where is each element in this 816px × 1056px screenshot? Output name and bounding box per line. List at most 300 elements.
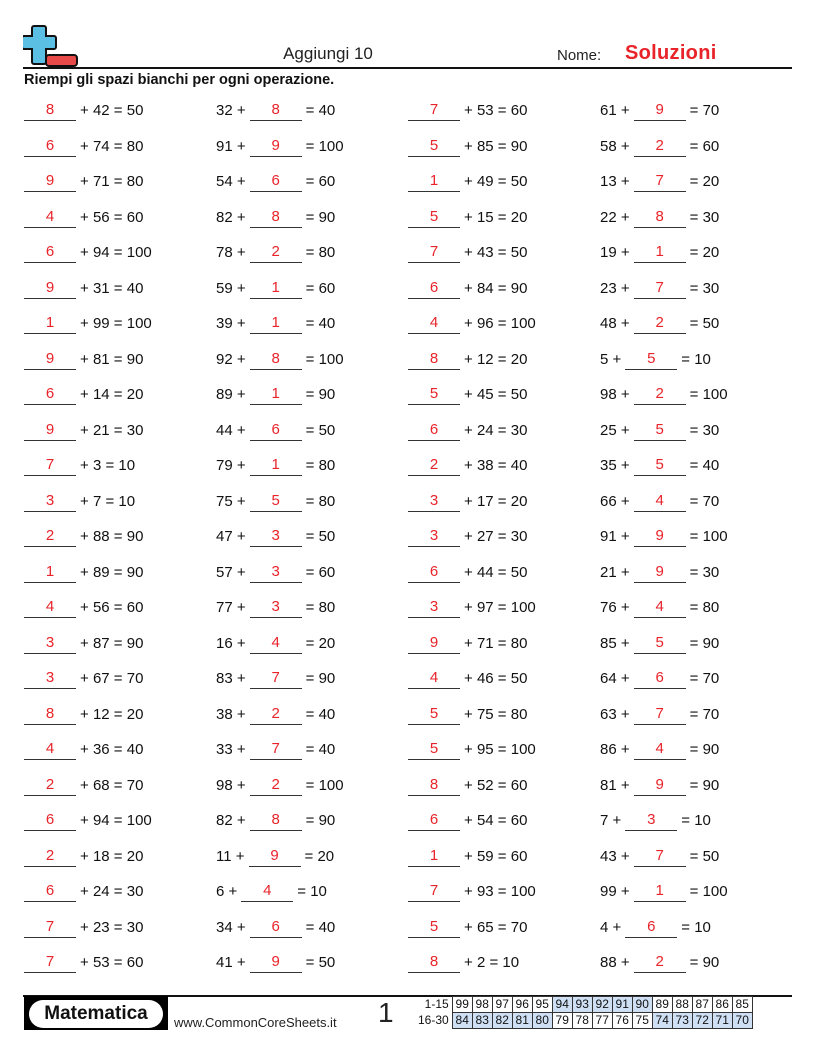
- answer-blank[interactable]: 5: [408, 740, 460, 760]
- addend: 97: [476, 599, 494, 616]
- answer-blank[interactable]: 7: [250, 669, 302, 689]
- equals-sign: =: [493, 670, 511, 687]
- answer-blank[interactable]: 7: [24, 953, 76, 973]
- equals-sign: =: [109, 208, 127, 226]
- addend: 83: [216, 670, 233, 687]
- equals-sign: =: [681, 812, 695, 829]
- answer-blank[interactable]: 6: [24, 811, 76, 831]
- answer-blank[interactable]: 5: [408, 705, 460, 725]
- answer-blank[interactable]: 1: [634, 882, 686, 902]
- answer-blank[interactable]: 6: [408, 563, 460, 583]
- answer-blank[interactable]: 6: [250, 918, 302, 938]
- answer-blank[interactable]: 2: [250, 243, 302, 263]
- answer-blank[interactable]: 1: [408, 172, 460, 192]
- sum: 80: [702, 599, 720, 616]
- plus-sign: +: [80, 208, 93, 226]
- sum: 30: [702, 208, 720, 226]
- answer-blank[interactable]: 9: [24, 350, 76, 370]
- plus-sign: +: [464, 528, 477, 545]
- answer-blank[interactable]: 9: [634, 563, 686, 583]
- plus-sign: +: [232, 492, 246, 510]
- equals-sign: =: [109, 421, 127, 439]
- equals-sign: =: [689, 208, 703, 226]
- plus-sign: +: [80, 350, 93, 368]
- answer-blank[interactable]: 5: [408, 918, 460, 938]
- answer-blank[interactable]: 4: [250, 634, 302, 654]
- plus-sign: +: [464, 102, 477, 119]
- plus-sign: +: [616, 634, 630, 652]
- sum: 50: [510, 670, 528, 687]
- plus-sign: +: [616, 421, 630, 439]
- answer-blank[interactable]: 9: [249, 847, 301, 867]
- problem-item: [216, 809, 335, 831]
- site-url: www.CommonCoreSheets.it: [174, 1015, 337, 1030]
- answer-blank[interactable]: 9: [250, 953, 302, 973]
- answer-blank[interactable]: 8: [408, 350, 460, 370]
- answer-blank[interactable]: 3: [250, 563, 302, 583]
- instructions: Riempi gli spazi bianchi per ogni operazione.: [24, 72, 335, 88]
- addend: 88: [600, 954, 617, 971]
- problem-item: [600, 170, 719, 192]
- sum: 50: [702, 847, 720, 865]
- problem-item: [408, 241, 527, 263]
- sum: 90: [126, 350, 144, 368]
- addend: 13: [600, 173, 617, 190]
- answer-blank[interactable]: 1: [250, 279, 302, 299]
- answer-blank[interactable]: 9: [634, 527, 686, 547]
- name-label: Nome:: [557, 47, 602, 64]
- score-key-cell: 84: [452, 1013, 472, 1029]
- answer-blank[interactable]: 6: [24, 882, 76, 902]
- addend: 94: [92, 812, 110, 829]
- answer-blank[interactable]: 7: [408, 101, 460, 121]
- answer-blank[interactable]: 2: [408, 456, 460, 476]
- answer-blank[interactable]: 5: [408, 208, 460, 228]
- score-key-cell: 96: [512, 997, 532, 1013]
- answer-blank[interactable]: 3: [250, 598, 302, 618]
- sum: 20: [126, 847, 144, 865]
- addend: 67: [92, 670, 110, 687]
- answer-blank[interactable]: 5: [625, 350, 677, 370]
- problem-item: [24, 561, 143, 583]
- addend: 21: [92, 421, 110, 439]
- equals-sign: =: [305, 386, 319, 403]
- answer-blank[interactable]: 6: [634, 669, 686, 689]
- equals-sign: =: [109, 528, 127, 545]
- sum: 50: [510, 173, 528, 190]
- addend: 12: [476, 350, 494, 368]
- answer-blank[interactable]: 3: [24, 634, 76, 654]
- answer-blank[interactable]: 2: [634, 385, 686, 405]
- plus-sign: +: [232, 315, 246, 332]
- answer-blank[interactable]: 6: [408, 421, 460, 441]
- answer-blank[interactable]: 9: [24, 172, 76, 192]
- equals-sign: =: [493, 634, 511, 652]
- plus-sign: +: [80, 492, 93, 510]
- plus-sign: +: [608, 812, 622, 829]
- answer-blank[interactable]: 6: [408, 279, 460, 299]
- addend: 87: [92, 634, 110, 652]
- problem-item: [216, 596, 335, 618]
- answer-blank[interactable]: 7: [634, 172, 686, 192]
- problem-item: [600, 667, 719, 689]
- addend: 86: [600, 741, 617, 758]
- answer-blank[interactable]: 7: [408, 243, 460, 263]
- sum: 50: [126, 102, 144, 119]
- problem-item: [408, 667, 527, 689]
- answer-blank[interactable]: 7: [24, 456, 76, 476]
- score-key-cell: 73: [672, 1013, 692, 1029]
- answer-blank[interactable]: 4: [241, 882, 293, 902]
- plus-sign: +: [80, 776, 93, 794]
- addend: 23: [600, 279, 617, 297]
- equals-sign: =: [305, 634, 319, 652]
- problem-item: [408, 525, 527, 547]
- problem-item: [216, 383, 335, 405]
- answer-blank[interactable]: 3: [250, 527, 302, 547]
- plus-sign: +: [232, 776, 246, 794]
- score-key-range-label: 1-15: [424, 997, 449, 1011]
- addend: 59: [476, 847, 494, 865]
- addend: 85: [600, 634, 617, 652]
- answer-blank[interactable]: 6: [408, 811, 460, 831]
- answer-blank[interactable]: 4: [634, 740, 686, 760]
- plus-sign: +: [616, 563, 630, 581]
- equals-sign: =: [493, 315, 511, 332]
- addend: 96: [476, 315, 494, 332]
- plus-sign: +: [616, 244, 630, 261]
- answer-blank[interactable]: 6: [250, 172, 302, 192]
- equals-sign: =: [493, 350, 511, 368]
- answer-blank[interactable]: 1: [24, 314, 76, 334]
- plus-sign: +: [464, 847, 477, 865]
- answer-blank[interactable]: 4: [634, 492, 686, 512]
- problem-item: [600, 135, 719, 157]
- answer-blank[interactable]: 4: [634, 598, 686, 618]
- answer-blank[interactable]: 6: [24, 137, 76, 157]
- plus-sign: +: [464, 315, 477, 332]
- addend: 89: [92, 563, 110, 581]
- problem-item: [24, 206, 143, 228]
- equals-sign: =: [493, 847, 511, 865]
- sum: 20: [510, 492, 528, 510]
- answer-blank[interactable]: 8: [24, 101, 76, 121]
- equals-sign: =: [305, 244, 319, 261]
- answer-blank[interactable]: 2: [634, 137, 686, 157]
- problem-item: [24, 170, 143, 192]
- answer-blank[interactable]: 8: [250, 101, 302, 121]
- equals-sign: =: [681, 350, 695, 368]
- sum: 40: [318, 705, 336, 723]
- answer-blank[interactable]: 1: [634, 243, 686, 263]
- plus-sign: +: [616, 776, 630, 794]
- answer-blank[interactable]: 8: [408, 953, 460, 973]
- plus-sign: +: [464, 670, 477, 687]
- problem-item: [216, 561, 335, 583]
- addend: 43: [600, 847, 617, 865]
- answer-blank[interactable]: 9: [634, 776, 686, 796]
- addend: 91: [600, 528, 617, 545]
- problem-item: [408, 632, 527, 654]
- answer-blank[interactable]: 4: [24, 208, 76, 228]
- sum: 90: [702, 954, 720, 971]
- score-key-cell: 78: [572, 1013, 592, 1029]
- answer-blank[interactable]: 4: [408, 669, 460, 689]
- answer-blank[interactable]: 2: [250, 705, 302, 725]
- problem-item: [408, 135, 527, 157]
- problem-item: [24, 241, 152, 263]
- answer-blank[interactable]: 3: [625, 811, 677, 831]
- answer-blank[interactable]: 6: [24, 385, 76, 405]
- addend: 77: [216, 599, 233, 616]
- answer-blank[interactable]: 7: [24, 918, 76, 938]
- answer-blank[interactable]: 3: [24, 669, 76, 689]
- plus-sign: +: [616, 386, 630, 403]
- answer-blank[interactable]: 3: [408, 527, 460, 547]
- answer-blank[interactable]: 3: [408, 598, 460, 618]
- problem-item: [216, 348, 344, 370]
- sum: 10: [118, 492, 136, 510]
- score-key-cell: 70: [732, 1013, 752, 1029]
- plus-sign: +: [464, 173, 477, 190]
- problem-item: [216, 632, 335, 654]
- equals-sign: =: [689, 705, 703, 723]
- answer-blank[interactable]: 6: [625, 918, 677, 938]
- problem-item: [408, 99, 527, 121]
- answer-blank[interactable]: 9: [408, 634, 460, 654]
- answer-blank[interactable]: 8: [634, 208, 686, 228]
- answer-blank[interactable]: 6: [250, 421, 302, 441]
- equals-sign: =: [493, 705, 511, 723]
- addend: 12: [92, 705, 110, 723]
- equals-sign: =: [689, 492, 703, 510]
- answer-blank[interactable]: 7: [634, 279, 686, 299]
- sum: 80: [126, 173, 144, 190]
- plus-sign: +: [232, 350, 246, 368]
- equals-sign: =: [305, 208, 319, 226]
- addend: 3: [92, 457, 102, 474]
- addend: 59: [216, 279, 233, 297]
- sum: 80: [318, 599, 336, 616]
- answer-blank[interactable]: 2: [634, 314, 686, 334]
- answer-blank[interactable]: 9: [24, 279, 76, 299]
- problem-item: [408, 738, 536, 760]
- problem-item: [24, 845, 143, 867]
- addend: 22: [600, 208, 617, 226]
- answer-blank[interactable]: 1: [250, 314, 302, 334]
- problem-item: [24, 880, 143, 902]
- answer-blank[interactable]: 4: [24, 598, 76, 618]
- sum: 70: [702, 492, 720, 510]
- problem-item: [216, 99, 335, 121]
- sum: 90: [126, 528, 144, 545]
- equals-sign: =: [109, 883, 127, 900]
- sum: 60: [510, 847, 528, 865]
- answer-blank[interactable]: 8: [250, 208, 302, 228]
- sum: 90: [702, 634, 720, 652]
- plus-sign: +: [232, 954, 246, 971]
- equals-sign: =: [109, 741, 127, 758]
- sum: 60: [318, 563, 336, 581]
- answer-blank[interactable]: 2: [24, 847, 76, 867]
- plus-sign: +: [616, 208, 630, 226]
- sum: 30: [702, 279, 720, 297]
- answer-blank[interactable]: 7: [634, 847, 686, 867]
- sum: 60: [126, 208, 144, 226]
- answer-blank[interactable]: 2: [634, 953, 686, 973]
- plus-sign: +: [616, 741, 630, 758]
- plus-sign: +: [464, 563, 477, 581]
- answer-blank[interactable]: 7: [250, 740, 302, 760]
- answer-blank[interactable]: 5: [250, 492, 302, 512]
- problem-item: [600, 419, 719, 441]
- addend: 68: [92, 776, 110, 794]
- problem-item: [408, 951, 519, 973]
- plus-sign: +: [80, 173, 93, 190]
- addend: 84: [476, 279, 494, 297]
- problem-item: [216, 277, 335, 299]
- sum: 100: [318, 137, 344, 155]
- answer-blank[interactable]: 5: [634, 634, 686, 654]
- answer-blank[interactable]: 8: [250, 350, 302, 370]
- sum: 10: [694, 918, 711, 936]
- equals-sign: =: [493, 457, 511, 474]
- addend: 99: [600, 883, 617, 900]
- equals-sign: =: [305, 102, 319, 119]
- answer-blank[interactable]: 3: [408, 492, 460, 512]
- equals-sign: =: [493, 137, 511, 155]
- score-key-cell: 76: [612, 1013, 632, 1029]
- plus-sign: +: [232, 563, 246, 581]
- answer-blank[interactable]: 1: [250, 456, 302, 476]
- sum: 70: [126, 670, 144, 687]
- equals-sign: =: [689, 421, 703, 439]
- plus-sign: +: [232, 279, 246, 297]
- header-divider: [23, 67, 792, 69]
- problem-item: [24, 525, 143, 547]
- equals-sign: =: [109, 918, 127, 936]
- answer-blank[interactable]: 3: [24, 492, 76, 512]
- answer-blank[interactable]: 2: [250, 776, 302, 796]
- worksheet-title: Aggiungi 10: [283, 44, 373, 63]
- sum: 20: [510, 350, 528, 368]
- equals-sign: =: [689, 173, 703, 190]
- equals-sign: =: [689, 599, 703, 616]
- answer-blank[interactable]: 5: [408, 137, 460, 157]
- answer-blank[interactable]: 2: [24, 527, 76, 547]
- sum: 60: [510, 776, 528, 794]
- sum: 100: [510, 599, 536, 616]
- equals-sign: =: [109, 315, 127, 332]
- sum: 50: [318, 528, 336, 545]
- plus-sign: +: [80, 883, 93, 900]
- score-key-cell: 93: [572, 997, 592, 1013]
- answer-blank[interactable]: 9: [250, 137, 302, 157]
- answer-blank[interactable]: 9: [634, 101, 686, 121]
- sum: 40: [318, 918, 336, 936]
- sum: 100: [126, 812, 152, 829]
- problem-item: [216, 845, 334, 867]
- score-key-row: [416, 997, 752, 1013]
- problem-item: [216, 774, 344, 796]
- answer-blank[interactable]: 8: [24, 705, 76, 725]
- plus-sign: +: [232, 528, 246, 545]
- answer-blank[interactable]: 6: [24, 243, 76, 263]
- answer-blank[interactable]: 2: [24, 776, 76, 796]
- answer-blank[interactable]: 4: [408, 314, 460, 334]
- sum: 90: [318, 208, 336, 226]
- problem-item: [408, 561, 527, 583]
- answer-blank[interactable]: 5: [634, 456, 686, 476]
- answer-blank[interactable]: 8: [250, 811, 302, 831]
- answer-blank[interactable]: 9: [24, 421, 76, 441]
- equals-sign: =: [493, 883, 511, 900]
- equals-sign: =: [305, 563, 319, 581]
- plus-sign: +: [616, 705, 630, 723]
- score-key-cell: 82: [492, 1013, 512, 1029]
- equals-sign: =: [305, 173, 319, 190]
- answer-blank[interactable]: 5: [634, 421, 686, 441]
- problem-item: [600, 454, 719, 476]
- plus-sign: +: [464, 776, 477, 794]
- sum: 80: [510, 705, 528, 723]
- plus-sign: +: [464, 918, 477, 936]
- sum: 90: [510, 279, 528, 297]
- plus-sign: +: [232, 386, 246, 403]
- problem-item: [216, 703, 335, 725]
- sum: 80: [126, 137, 144, 155]
- plus-sign: +: [608, 350, 622, 368]
- answer-blank[interactable]: 7: [634, 705, 686, 725]
- addend: 23: [92, 918, 110, 936]
- sum: 100: [702, 528, 728, 545]
- answer-blank[interactable]: 1: [250, 385, 302, 405]
- problem-item: [24, 632, 143, 654]
- equals-sign: =: [493, 208, 511, 226]
- sum: 40: [318, 741, 336, 758]
- answer-blank[interactable]: 1: [24, 563, 76, 583]
- plus-sign: +: [80, 102, 93, 119]
- answer-blank[interactable]: 5: [408, 385, 460, 405]
- problem-item: [216, 454, 335, 476]
- plus-sign: +: [616, 847, 630, 865]
- equals-sign: =: [305, 599, 319, 616]
- equals-sign: =: [305, 315, 319, 332]
- plus-sign: +: [232, 918, 246, 936]
- score-key-cell: 89: [652, 997, 672, 1013]
- score-key-cell: 77: [592, 1013, 612, 1029]
- score-key-cell: 71: [712, 1013, 732, 1029]
- plus-sign: +: [464, 599, 477, 616]
- equals-sign: =: [689, 137, 703, 155]
- problem-item: [600, 312, 719, 334]
- plus-sign: +: [464, 137, 477, 155]
- answer-blank[interactable]: 7: [408, 882, 460, 902]
- plus-sign: +: [232, 599, 246, 616]
- addend: 54: [476, 812, 494, 829]
- answer-blank[interactable]: 8: [408, 776, 460, 796]
- equals-sign: =: [109, 954, 127, 971]
- sum: 60: [318, 173, 336, 190]
- plus-sign: +: [232, 705, 246, 723]
- plus-sign: +: [232, 634, 246, 652]
- answer-blank[interactable]: 1: [408, 847, 460, 867]
- addend: 42: [92, 102, 110, 119]
- sum: 80: [510, 634, 528, 652]
- sum: 30: [126, 883, 144, 900]
- plus-sign: +: [464, 208, 477, 226]
- answer-blank[interactable]: 4: [24, 740, 76, 760]
